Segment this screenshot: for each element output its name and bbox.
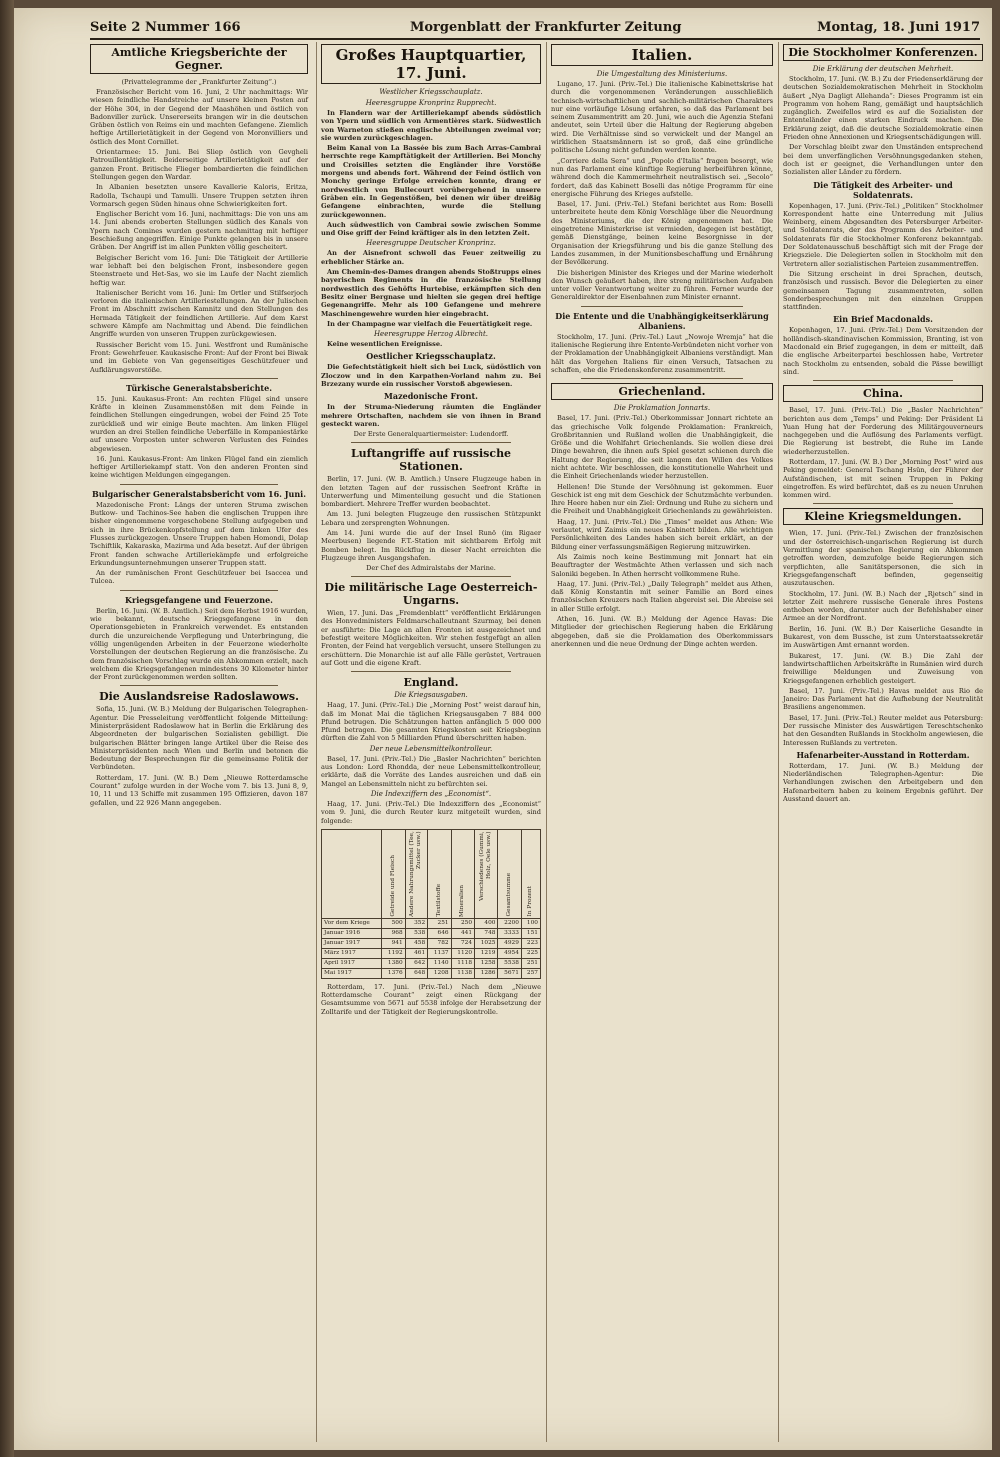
- article-paragraph: In Flandern war der Artilleriekampf abends südöstlich von Ypern und südlich von Armentières stark. Südwestlich von Warneton stießen englische Abteilungen zweimal vor; sie wurden zurückgeschlagen.: [321, 109, 541, 142]
- table-cell: 1120: [451, 948, 474, 958]
- signature: Der Chef des Admiralstabs der Marine.: [366, 564, 496, 573]
- column-2: [316, 42, 545, 1442]
- table-cell: 1376: [382, 968, 405, 978]
- article-paragraph: Belgischer Bericht vom 16. Juni: Die Tätigkeit der Artillerie war lebhaft bei den belgischen Front, insbesondere gegen Steenstraete und Het-Sas, wo sie im Laufe der Nacht ziemlich heftig war.: [90, 253, 308, 287]
- subheadline: Die Erklärung der deutschen Mehrheit.: [812, 65, 954, 73]
- article-paragraph: Die bisherigen Minister des Krieges und der Marine wiederholt den Wunsch geäußert haben, ihre streng militärischen Aufgaben unter voller Verantwortung weiter zu führen. Ferner wurde der Generaldirektor der Eisenbahnen zum Minister ernannt.: [551, 268, 773, 302]
- table-header-row: [322, 829, 541, 918]
- article-paragraph: Stockholm, 17. Juni. (W. B.) Nach der „Rjetsch“ sind in letzter Zeit mehrere russische Generale ihres Postens enthoben worden, darunter auch der Befehlshaber einer Armee an der Nordfront.: [783, 589, 983, 623]
- table-cell: 1258: [475, 958, 498, 968]
- article-paragraph: In Albanien besetzten unsere Kavallerie Kaloris, Eritza, Radolla, Tschaupi und Tamulli. Unsere Truppen setzten ihren Vormarsch gegen Süden hinaus ohne Schwierigkeiten fort.: [90, 183, 308, 208]
- headline-stockholm: Die Stockholmer Konferenzen.: [783, 44, 983, 61]
- issue-date: Montag, 18. Juni 1917: [817, 20, 980, 35]
- article-paragraph: Bukarest, 17. Juni. (W. B.) Die Zahl der landwirtschaftlichen Arbeitskräfte in Rumänien wird durch freiwillige Meldungen und Zuweisung von Kriegsgefangenen erheblich gesteigert.: [783, 651, 983, 685]
- table-cell: 458: [405, 938, 428, 948]
- subheadline: Die Umgestaltung des Ministeriums.: [596, 70, 728, 78]
- table-cell: 1219: [475, 948, 498, 958]
- table-row: [322, 958, 541, 968]
- table-cell: April 1917: [322, 958, 382, 968]
- subheadline: Heeresgruppe Herzog Albrecht.: [373, 330, 489, 339]
- table-cell: 352: [405, 918, 428, 928]
- article-paragraph: In der Struma-Niederung räumten die Engländer mehrere Ortschaften, nachdem sie von ihnen in Brand gesteckt waren.: [321, 403, 541, 428]
- table-header-cell: Mineralien: [451, 829, 474, 918]
- divider: [120, 484, 278, 485]
- divider: [581, 306, 743, 307]
- headline-macedonian-front: Mazedonische Front.: [384, 391, 478, 402]
- page-number: Seite 2 Nummer 166: [90, 20, 241, 35]
- article-paragraph: Athen, 16. Juni. (W. B.) Meldung der Agence Havas: Die Mitglieder der griechischen Regierung haben die Erklärung abgegeben, daß sie die Proklamation des Oberkommissars anerkennen und die neue Ordnung der Dinge achten werden.: [551, 615, 773, 648]
- table-cell: 1208: [428, 968, 451, 978]
- table-row: [322, 938, 541, 948]
- table-cell: 648: [405, 968, 428, 978]
- table-header-cell: Andere Nahrungsmittel (Tee, Zucker usw.): [405, 829, 428, 918]
- subheadline: Heeresgruppe Kronprinz Rupprecht.: [365, 99, 497, 107]
- newspaper-page: [14, 8, 992, 1450]
- article-paragraph: Stockholm, 17. Juni. (W. B.) Zu der Friedenserklärung der deutschen Sozialdemokratischen Mehrheit in Stockholm äußert „Nya Dagligt Allehanda“: Dieses Programm ist ein Programm von hohem Rang, gemäßigt und hauptsächlich zugänglich. Zweifellos wird es auf die Sozialisten der Ententeländer einen starken Eindruck machen. Die Erklärung zeigt, daß die deutsche Sozialdemokratie einen Frieden ohne Annexionen und Kriegsentschädigungen will.: [783, 75, 983, 142]
- table-cell: 251: [521, 958, 540, 968]
- article-paragraph: Rotterdam, 17. Juni. (Priv.-Tel.) Nach dem „Nieuwe Rotterdamsche Courant“ zeigt einen Rückgang der Gesamtsumme von 5671 auf 5538 infolge der Herabsetzung der Zolltarife und der Tätigkeit der Regierungskontrolle.: [321, 982, 541, 1016]
- table-cell: 941: [382, 938, 405, 948]
- article-paragraph: Keine wesentlichen Ereignisse.: [327, 340, 443, 349]
- table-cell: 3333: [498, 928, 521, 938]
- article-paragraph: Englischer Bericht vom 16. Juni, nachmittags: Die von uns am 14. Juni abends eroberten Stellungen südlich des Kanals von Ypern nach Comines wurden gestern nachmittag mit heftiger Beschießung angegriffen. Einige Punkte gelangen bis in unsere Gräben. Der Angriff ist im allen Punkten völlig gescheitert.: [90, 210, 308, 252]
- article-paragraph: Am 13. Juni belegten Flugzeuge den russischen Stützpunkt Lebara und zersprengten Wohnungen.: [321, 510, 541, 527]
- subheadline: Heeresgruppe Deutscher Kronprinz.: [366, 239, 496, 248]
- table-cell: 4954: [498, 948, 521, 958]
- masthead: [90, 16, 980, 40]
- table-cell: 5538: [498, 958, 521, 968]
- table-cell: 782: [428, 938, 451, 948]
- table-cell: 1140: [428, 958, 451, 968]
- column-4: [778, 42, 983, 1442]
- headline-eastern-front: Oestlicher Kriegsschauplatz.: [366, 351, 496, 362]
- table-cell: 4929: [498, 938, 521, 948]
- article-paragraph: Lugano, 17. Juni. (Priv.-Tel.) Die italienische Kabinettskrise hat durch die vorgenommenen Veränderungen ausschließlich technisch-wirtschaftlichen und sachlich-militärischen Charakters nur eine vorläufige Lösung erfahren, so daß das Parlament bei seinem Zusammentritt am 20. Juni, wie auch die Agenzia Stefani andeutet, sein Urteil über die Haltung der Regierung abgeben wird. Die Verhältnisse sind so verwickelt und der Mangel an wirklichen Staatsmännern ist so groß, daß eine gründliche politische Lösung nicht gefunden werden konnte.: [551, 80, 773, 155]
- table-cell: 400: [475, 918, 498, 928]
- subheadline: (Privattelegramme der „Frankfurter Zeitung“.): [121, 78, 277, 86]
- table-cell: 257: [521, 968, 540, 978]
- article-paragraph: Rotterdam, 17. Juni. (W. B.) Meldung der Niederländischen Telegraphen-Agentur: Die Verhandlungen zwischen den Arbeitgebern und den Hafenarbeitern haben zu keinem Ergebnis geführt. Der Ausstand dauert an.: [783, 761, 983, 804]
- headline-headquarters: Großes Hauptquartier, 17. Juni.: [321, 44, 541, 84]
- article-paragraph: Berlin, 17. Juni. (W. B. Amtlich.) Unsere Flugzeuge haben in den letzten Tagen auf der russischen Seefront Kräfte in Unterwerfung und Mimenteilung gesucht und die Stationen bombardiert. Mehrere Treffer wurden beobachtet.: [321, 475, 541, 509]
- table-cell: März 1917: [322, 948, 382, 958]
- article-paragraph: Haag, 17. Juni. (Priv.-Tel.) Die „Morning Post“ weist darauf hin, daß im Monat Mai die täglichen Kriegsausgaben 7 884 000 Pfund betrugen. Die Schätzungen hatten anfänglich 5 000 000 Pfund betragen. Die gesamten Kriegskosten seit Kriegsbeginn dürften die Zahl von 5 Milliarden Pfund überschritten haben.: [321, 701, 541, 743]
- article-paragraph: Beim Kanal von La Bassée bis zum Bach Arras-Cambrai herrschte rege Kampftätigkeit der Artillerien. Bei Monchy und Croisilles setzten die Engländer ihre Vorstöße morgens und abends fort. Während der Feind östlich von Monchy geringe Erfolge erreichen konnte, drang er nordwestlich von Bullecourt vorübergehend in unsere Gräben ein. In Gegenstößen, bei denen wir über dreißig Gefangene einbrachten, wurde die Stellung zurückgewonnen.: [321, 144, 541, 219]
- table-cell: Mai 1917: [322, 968, 382, 978]
- table-cell: 1192: [382, 948, 405, 958]
- article-paragraph: Basel, 17. Juni. (Priv.-Tel.) Stefani berichtet aus Rom: Boselli unterbreitete heute dem König Vorschläge über die Neuordnung des Ministeriums, die der König angenommen hat. Die eingetretene Ministerkrise ist vermieden, dagegen ist bestätigt, gemäß Dienstgänge, beinen keine Besorgnisse in der Organisation der Kriegsführung und bis die ganze Stellung des Landes zusammen, in der Munitionsbeschaffung und Ernährung der Bevölkerung.: [551, 200, 773, 267]
- article-paragraph: Am Chemin-des-Dames drangen abends Stoßtrupps eines bayerischen Regiments in die französische Stellung nordwestlich des Gehöfts Hurtebise, erkämpften sich den Besitz einer Bergnase und hielten sie gegen drei heftige Gegenangriffe. Mehr als 100 Gefangene und mehrere Maschinengewehre wurden hier eingebracht.: [321, 268, 541, 318]
- table-cell: 968: [382, 928, 405, 938]
- book-binding: [0, 0, 14, 1457]
- article-paragraph: Französischer Bericht vom 16. Juni, 2 Uhr nachmittags: Wir wiesen feindliche Handstreiche auf unsere kleinen Posten auf der Höhe 304, in der Gegend der Maashöhen und östlich von Badonviller zurück. Unsererseits brangen wir in die deutschen Gräben östlich von Reims ein und machten Gefangene. Ziemlich heftige Artillerietätigkeit in der Gegend von Moronvilliers und östlich des Mont Cornillet.: [90, 88, 308, 146]
- table-header-cell: Gesamtsumme: [498, 829, 521, 918]
- subheadline: Die Kriegsausgaben.: [394, 691, 468, 700]
- article-paragraph: Orientarmee: 15. Juni. Bei Sliep östlich von Gevgheli Patrouillentätigkeit. Beiderseitige Artillerietätigkeit auf der ganzen Front. Britische Flieger bombardierten die feindlichen Stellungen gegen den Wardar.: [90, 148, 308, 181]
- article-paragraph: Auch südwestlich von Cambrai sowie zwischen Somme und Oise griff der Feind kräftiger als in den letzten Zeit.: [321, 220, 541, 238]
- table-cell: 1380: [382, 958, 405, 968]
- table-cell: 225: [521, 948, 540, 958]
- divider: [351, 442, 511, 443]
- table-header-cell: [322, 829, 382, 918]
- headline-small-war-reports: Kleine Kriegsmeldungen.: [783, 508, 983, 525]
- table-cell: 250: [451, 918, 474, 928]
- article-paragraph: „Corriere della Sera“ und „Popolo d'Italia“ fragen besorgt, wie nun das Parlament eine künftige Regierung herbeiführen könne, während doch die Kammermehrheit neutralistisch sei. „Secolo“ fordert, daß das Kabinett Boselli das nötige Programm für eine energische Führung des Krieges aufstelle.: [551, 156, 773, 198]
- divider: [581, 378, 743, 379]
- article-paragraph: Mazedonische Front: Längs der unteren Struma zwischen Butkow- und Tachinos-See haben die englischen Truppen ihre bisher eingenommene vorgeschobene Stellung aufgegeben und sich in ihre Brückenkopfstellung auf dem linken Ufer des Flusses zurückgezogen. Unsere Truppen haben Homondi, Dolap Tschiftlik, Kakaraska, Mazirma und Ada besetzt. Auf der übrigen Front fanden schwache Artilleriekämpfe und erfolgreiche Erkundungsunternehmungen unserer Truppen statt.: [90, 500, 308, 567]
- table-cell: 461: [405, 948, 428, 958]
- table-cell: 100: [521, 918, 540, 928]
- table-cell: 646: [428, 928, 451, 938]
- table-cell: 5671: [498, 968, 521, 978]
- article-paragraph: Stockholm, 17. Juni. (Priv.-Tel.) Laut „Nowoje Wremja“ hat die italienische Regierung ihre Entente-Verbündeten nicht vorher von der Proklamation der Unabhängigkeit Albaniens verständigt. Man hält das Vorgehen Italiens für einen Versuch, Tatsachen zu schaffen, ehe die Friedenskonferenz zusammentritt.: [551, 332, 773, 374]
- article-paragraph: Russischer Bericht vom 15. Juni. Westfront und Rumänische Front: Gewehrfeuer. Kaukasische Front: Auf der Front bei Biwak und im Gebiete von Van gegenseitiges Geschützfeuer und Aufklärungsvorstöße.: [90, 340, 308, 374]
- divider: [351, 576, 511, 577]
- table-header-cell: In Prozent: [521, 829, 540, 918]
- headline-austria-hungary: Die militärische Lage Oesterreich-Ungarns.: [324, 581, 538, 608]
- divider: [120, 378, 278, 379]
- article-paragraph: Basel, 17. Juni. (Priv.-Tel.) Oberkommissar Jonnart richtete an das griechische Volk folgende Proklamation: Frankreich, Großbritannien und Rußland wollen die Unabhängigkeit, die Größe und die Wohlfahrt Griechenlands. Sie wollen diese drei Dinge bewahren, die ihnen aufs Spiel gesetzt schienen durch die Haltung der Regierung, die seit langem den Willen des Volkes nicht achtete. Wir beschlossen, die konstitutionelle Wahrheit und die Einheit Griechenlands wieder herzustellen.: [551, 414, 773, 481]
- article-paragraph: Wien, 17. Juni. Das „Fremdenblatt“ veröffentlicht Erklärungen des Honvedministers Feldmarschalleutnant Szurmay, bei denen er ausführte: Die Lage an allen Fronten ist ausgezeichnet und befestigt weitere Möglichkeiten. Wir stehen festgefügt an allen Fronten, der Feind hat vergeblich versucht, unsere Stellungen zu erschüttern. Die Monarchie ist auf alle Fälle gerüstet, Vertrauen auf Gott und die eigene Kraft.: [321, 609, 541, 667]
- article-paragraph: In der Champagne war vielfach die Feuertätigkeit rege.: [327, 319, 533, 328]
- article-paragraph: Haag, 17. Juni. (Priv.-Tel.) Die „Times“ meldet aus Athen: Wie verlautet, wird Zaimis ein neues Kabinett bilden. Alle wichtigen Persönlichkeiten des Landes haben sich bereit erklärt, an der Bildung einer verfassungsmäßigen Regierung mitzuwirken.: [551, 517, 773, 551]
- table-cell: 748: [475, 928, 498, 938]
- divider: [813, 380, 953, 381]
- table-cell: Januar 1916: [322, 928, 382, 938]
- headline-macdonald-letter: Ein Brief Macdonalds.: [833, 314, 933, 325]
- column-1: [90, 42, 312, 1442]
- table-cell: 151: [521, 928, 540, 938]
- divider: [351, 671, 511, 672]
- table-row: [322, 918, 541, 928]
- columns: [90, 42, 983, 1442]
- article-paragraph: Kopenhagen, 17. Juni. (Priv.-Tel.) Dem Vorsitzenden der holländisch-skandinavischen Kommission, Branting, ist von Macdonald ein Brief zugegangen, in dem er mitteilt, daß die englische Arbeiterpartei beschlossen habe, Vertreter nach Stockholm zu entsenden, sobald die Pässe bewilligt sind.: [783, 326, 983, 376]
- table-header-cell: Getreide und Fleisch: [382, 829, 405, 918]
- table-cell: 1286: [475, 968, 498, 978]
- article-paragraph: 16. Juni. Kaukasus-Front: Am linken Flügel fand ein ziemlich heftiger Artilleriekampf statt. Von den anderen Fronten sind keine wichtigen Meldungen eingegangen.: [90, 454, 308, 480]
- article-paragraph: Kopenhagen, 17. Juni. (Priv.-Tel.) „Politiken“ Stockholmer Korrespondent hatte eine Unterredung mit Julius Weinberg, einem Abgesandten des Petersburger Arbeiter- und Soldatenrats, der das Programm des Arbeiter- und Soldatenrats für die Stockholmer Konferenz bekanntgab. Der Soldatenausschuß beschäftigt sich mit der Frage der Kriegsziele. Die Delegierten sollen in Stockholm mit den Vertretern aller sozialistischen Parteien zusammentreffen.: [783, 201, 983, 268]
- article-paragraph: Haag, 17. Juni. (Priv.-Tel.) „Daily Telegraph“ meldet aus Athen, daß König Konstantin mit seiner Familie an Bord eines französischen Kreuzers nach Italien abgereist sei. Die Abreise sei in aller Stille erfolgt.: [551, 579, 773, 613]
- table-cell: 724: [451, 938, 474, 948]
- article-paragraph: An der Aisnefront schwoll das Feuer zeitweilig zu erheblicher Stärke an.: [321, 249, 541, 266]
- table-cell: Vor dem Kriege: [322, 918, 382, 928]
- article-paragraph: Basel, 17. Juni. (Priv.-Tel.) Reuter meldet aus Petersburg: Der russische Minister des Auswärtigen Tereschtschenko hat den Gesandten Rußlands in Stockholm angewiesen, die Interessen Rußlands zu vertreten.: [783, 713, 983, 747]
- column-3: [546, 42, 777, 1442]
- article-paragraph: Die Sitzung erscheint in drei Sprachen, deutsch, französisch und russisch. Bevor die Delegierten zu einer gemeinsamen Tagung zusammentreten, sollen Sonderbesprechungen mit den einzelnen Gruppen stattfinden.: [783, 269, 983, 312]
- table-header-cell: Textilstoffe: [428, 829, 451, 918]
- divider: [813, 503, 953, 504]
- table-cell: 642: [405, 958, 428, 968]
- table-cell: 223: [521, 938, 540, 948]
- signature: Der Erste Generalquartiermeister: Ludendorff.: [353, 430, 509, 439]
- headline-enemy-reports: Amtliche Kriegsberichte der Gegner.: [90, 44, 308, 74]
- article-paragraph: Der Vorschlag bleibt zwar den Umständen entsprechend bei dem unverfänglichen Versöhnungsgedanken stehen, doch ist er geeignet, die Verhandlungen unter den Sozialisten aller Länder zu fördern.: [783, 143, 983, 177]
- economist-index-table: [321, 829, 541, 979]
- table-cell: 251: [428, 918, 451, 928]
- article-paragraph: Rotterdam, 17. Juni. (W. B.) Der „Morning Post“ wird aus Peking gemeldet: General Tschang Hsün, der Führer der Aufständischen, ist mit seinen Truppen in Peking eingetroffen. Es wird befürchtet, daß es zu neuen Unruhen kommen wird.: [783, 457, 983, 500]
- table-cell: 1118: [451, 958, 474, 968]
- headline-turkish-reports: Türkische Generalstabsberichte.: [126, 382, 272, 393]
- headline-china: China.: [783, 385, 983, 402]
- headline-dock-strike: Hafenarbeiter-Ausstand in Rotterdam.: [796, 749, 970, 760]
- headline-greece: Griechenland.: [551, 383, 773, 400]
- table-cell: 441: [451, 928, 474, 938]
- table-cell: 538: [405, 928, 428, 938]
- table-row: [322, 928, 541, 938]
- article-paragraph: Basel, 17. Juni. (Priv.-Tel.) Havas meldet aus Rio de Janeiro: Das Parlament hat die Aufhebung der Neutralität Brasiliens angenommen.: [783, 686, 983, 712]
- article-paragraph: Basel, 17. Juni. (Priv.-Tel.) Die „Basler Nachrichten“ berichten aus dem „Temps“ und Peking: Der Präsident Li Yuan Hung hat der Forderung des Militärgouverneurs nachgegeben und die Auflösung des Parlaments verfügt. Die Regierung ist bestrebt, die Ruhe im Lande wiederherzustellen.: [783, 406, 983, 456]
- table-cell: 1138: [451, 968, 474, 978]
- article-paragraph: Berlin, 16. Juni. (W. B.) Der Kaiserliche Gesandte in Bukarest, von dem Bussche, ist zum Unterstaatssekretär im Auswärtigen Amt ernannt worden.: [783, 624, 983, 650]
- headline-radoslawow: Die Auslandsreise Radoslawows.: [99, 690, 299, 704]
- headline-albania: Die Entente und die Unabhängigkeitserklärung Albaniens.: [555, 310, 769, 331]
- article-paragraph: Als Zaimis noch keine Bestimmung mit Jonnart hat ein Beauftragter der Westmächte Athen verlassen und sich nach Saloniki begeben. In Athen herrscht vollkommene Ruhe.: [551, 552, 773, 578]
- article-paragraph: Haag, 17. Juni. (Priv.-Tel.) Die Indexziffern des „Economist“ vom 9. Juni, die durch Reuter kurz mitgeteilt wurden, sind folgende:: [321, 799, 541, 825]
- headline-soldiers-council: Die Tätigkeit des Arbeiter- und Soldatenrats.: [813, 179, 953, 200]
- subheadline: Die Proklamation Jonnarts.: [613, 404, 711, 413]
- table-cell: 2200: [498, 918, 521, 928]
- table-header-cell: Verschiedenes (Gummi, Holz, Oele usw.): [475, 829, 498, 918]
- article-paragraph: Berlin, 16. Juni. (W. B. Amtlich.) Seit dem Herbst 1916 wurden, wie bekannt, deutsche Kriegsgefangene in den Operationsgebieten in Frankreich verwendet. Es entstanden durch die unzureichende Verpflegung und Unterbringung, die völlig ungenügenden Arbeiten in der Feuerzone wiederholte Vorstellungen der deutschen Regierung an die französische. Zu dem französischen Vorschlag wurde ein Abkommen erzielt, nach welchem die Kriegsgefangenen mindestens 30 Kilometer hinter der Front zurückgenommen werden sollten.: [90, 606, 308, 682]
- headline-italy: Italien.: [551, 44, 773, 66]
- article-paragraph: 15. Juni. Kaukasus-Front: Am rechten Flügel sind unsere Kräfte in kleinen Zusammenstößen mit dem Feinde in feindlichen Stellungen eingedrungen, wobei der Feind 25 Tote zurückließ und wir einige Beute machten. Am linken Flügel wurden an drei Stellen feindliche Ueberfälle in Kompaniestärke auf unsere Vorposten unter schweren Verlusten des Feindes abgewiesen.: [90, 394, 308, 453]
- table-cell: 500: [382, 918, 405, 928]
- divider: [120, 590, 278, 591]
- headline-air-attacks: Luftangriffe auf russische Stationen.: [350, 447, 512, 474]
- table-cell: 1025: [475, 938, 498, 948]
- headline-prisoners: Kriegsgefangene und Feuerzone.: [125, 594, 273, 605]
- article-paragraph: Die Gefechtstätigkeit hielt sich bei Luck, südöstlich von Zloczow und in den Karpathen-Vorland nahm zu. Bei Brzezany wurde ein russischer Vorstoß abgewiesen.: [321, 363, 541, 389]
- headline-england: England.: [403, 676, 459, 690]
- table-row: [322, 948, 541, 958]
- article-paragraph: An der rumänischen Front Geschützfeuer bei Isaccea und Tulcea.: [90, 569, 308, 586]
- article-paragraph: Basel, 17. Juni. (Priv.-Tel.) Die „Basler Nachrichten“ berichten aus London: Lord Rhondda, der neue Lebensmittelkontrolleur, erklärte, daß die Vorräte des Landes ausreichen und daß ein Mangel an Lebensmitteln nicht zu befürchten sei.: [321, 754, 541, 788]
- table-cell: 1137: [428, 948, 451, 958]
- divider: [120, 685, 278, 686]
- article-paragraph: Italienischer Bericht vom 16. Juni: Im Ortler und Stilfserjoch verloren die italienischen Artilleriestellungen. An der Julischen Front im Abschnitt zwischen Kamnitz und den Stellungen des Hermada Tätigkeit der feindlichen Artillerie. Auf dem Karst schwere Kämpfe am Nachmittag und Abend. Die feindlichen Angriffe wurden von unseren Truppen zurückgewiesen.: [90, 288, 308, 339]
- headline-bulgarian-report: Bulgarischer Generalstabsbericht vom 16. Juni.: [92, 488, 306, 499]
- newspaper-title: Morgenblatt der Frankfurter Zeitung: [410, 20, 682, 35]
- article-paragraph: Am 14. Juni wurde die auf der Insel Runö (im Rigaer Meerbusen) liegende F.T.-Station mit sichtbarem Erfolg mit Bomben belegt. Im Rückflug in dieser Nacht erreichten die Flugzeuge ihren Ausgangshafen.: [321, 528, 541, 562]
- subheadline: Die Indexziffern des „Economist“.: [370, 789, 492, 798]
- article-paragraph: Wien, 17. Juni. (Priv.-Tel.) Zwischen der französischen und der österreichisch-ungarischen Regierung ist durch Vermittlung der spanischen Regierung ein Abkommen getroffen worden, demzufolge beide Regierungen sich verpflichten, alle Sanitätspersonen, die sich in Kriegsgefangenschaft befinden, gegenseitig auszutauschen.: [783, 529, 983, 588]
- subheadline: Westlicher Kriegsschauplatz.: [379, 88, 483, 96]
- article-paragraph: Rotterdam, 17. Juni. (W. B.) Dem „Nieuwe Rotterdamsche Courant“ zufolge wurden in der Woche vom 7. bis 13. Juni 8, 9, 10, 11 und 13 Schiffe mit zusammen 195 Offizieren, davon 187 gefallen, und 22 926 Mann angegeben.: [90, 773, 308, 807]
- table-row: [322, 968, 541, 978]
- subheadline: Der neue Lebensmittelkontrolleur.: [369, 744, 493, 753]
- article-paragraph: Sofia, 15. Juni. (W. B.) Meldung der Bulgarischen Telegraphen-Agentur. Die Presseleitung veröffentlicht folgende Mitteilung: Ministerpräsident Radoslawow hat in Berlin die Erklärung des Abgeordneten der bulgarischen Sozialisten gebilligt. Die bulgarischen Blätter bringen lange Artikel über die Reise des Ministerpräsidenten nach Wien und Berlin und betonen die Bedeutung der Besprechungen für die gemeinsame Politik der Verbündeten.: [90, 705, 308, 772]
- article-paragraph: Hellenen! Die Stunde der Versöhnung ist gekommen. Euer Geschick ist eng mit dem Geschick der Schutzmächte verbunden. Ihre Heere haben nur ein Ziel: Ordnung und Ruhe zu sichern und die Freiheit und Unabhängigkeit Griechenlands zu gewährleisten.: [551, 482, 773, 516]
- table-cell: Januar 1917: [322, 938, 382, 948]
